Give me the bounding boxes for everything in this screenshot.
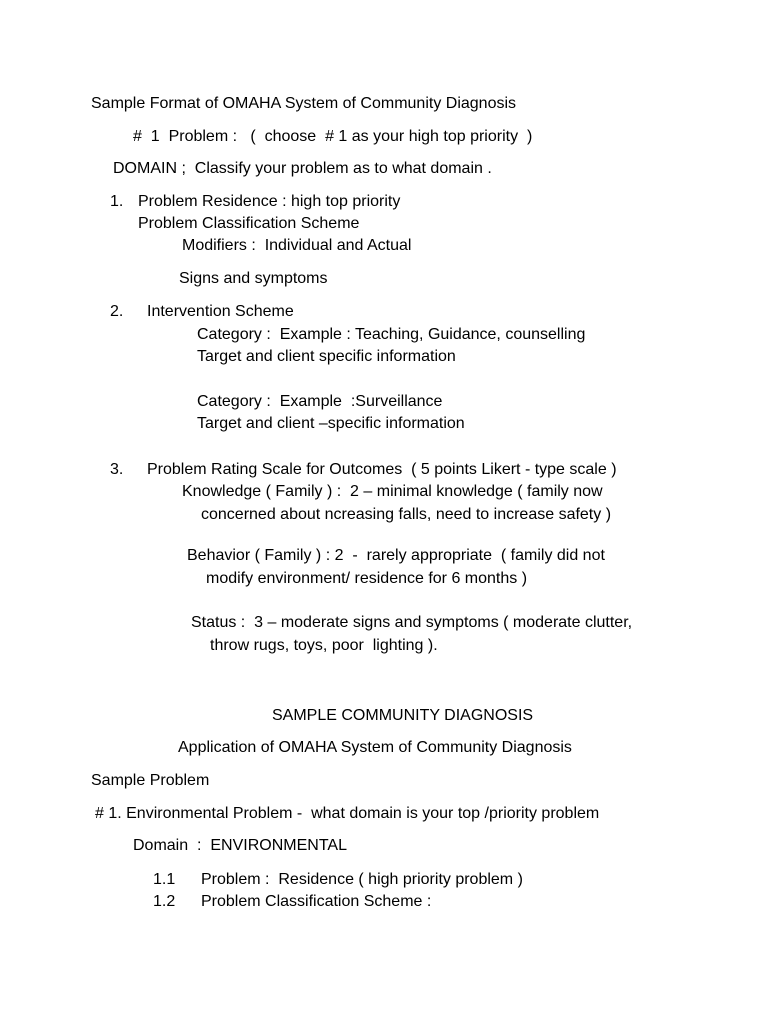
- list-number-3: 3.: [110, 461, 124, 478]
- document-title: Sample Format of OMAHA System of Community Diagnosis: [91, 95, 517, 112]
- behavior-line-1: Behavior ( Family ) : 2 - rarely appropriate ( family did not: [187, 547, 605, 564]
- knowledge-line-1: Knowledge ( Family ) : 2 – minimal knowledge ( family now: [182, 483, 603, 500]
- behavior-line-2: modify environment/ residence for 6 months ): [206, 570, 528, 587]
- intervention-scheme-heading: Intervention Scheme: [147, 303, 294, 320]
- target-client-line-2: Target and client –specific information: [197, 415, 465, 432]
- domain-instruction: DOMAIN ; Classify your problem as to what domain .: [113, 160, 492, 177]
- list-number-1: 1.: [110, 193, 124, 210]
- status-line-2: throw rugs, toys, poor lighting ).: [210, 637, 438, 654]
- list-number-1-2: 1.2: [153, 893, 176, 910]
- problem-classification-scheme: Problem Classification Scheme: [138, 215, 360, 232]
- category-teaching-line: Category : Example : Teaching, Guidance, counselling: [197, 326, 586, 343]
- rating-scale-heading: Problem Rating Scale for Outcomes ( 5 points Likert - type scale ): [147, 461, 617, 478]
- knowledge-line-2: concerned about ncreasing falls, need to increase safety ): [201, 506, 612, 523]
- environmental-problem-line: # 1. Environmental Problem - what domain is your top /priority problem: [95, 805, 600, 822]
- sample-diagnosis-heading: SAMPLE COMMUNITY DIAGNOSIS: [272, 707, 534, 724]
- application-subheading: Application of OMAHA System of Community Diagnosis: [178, 739, 572, 756]
- list-number-2: 2.: [110, 303, 124, 320]
- problem-residence-item: Problem : Residence ( high priority problem ): [201, 871, 523, 888]
- category-surveillance-line: Category : Example :Surveillance: [197, 393, 443, 410]
- status-line-1: Status : 3 – moderate signs and symptoms ( moderate clutter,: [191, 614, 633, 631]
- modifiers-line: Modifiers : Individual and Actual: [182, 237, 412, 254]
- classification-scheme-item: Problem Classification Scheme :: [201, 893, 432, 910]
- signs-symptoms-line: Signs and symptoms: [179, 270, 328, 287]
- sample-problem-label: Sample Problem: [91, 772, 210, 789]
- problem-priority-line: # 1 Problem : ( choose # 1 as your high top priority ): [133, 128, 533, 145]
- domain-environmental-line: Domain : ENVIRONMENTAL: [133, 837, 347, 854]
- target-client-line-1: Target and client specific information: [197, 348, 456, 365]
- problem-residence-heading: Problem Residence : high top priority: [138, 193, 401, 210]
- list-number-1-1: 1.1: [153, 871, 176, 888]
